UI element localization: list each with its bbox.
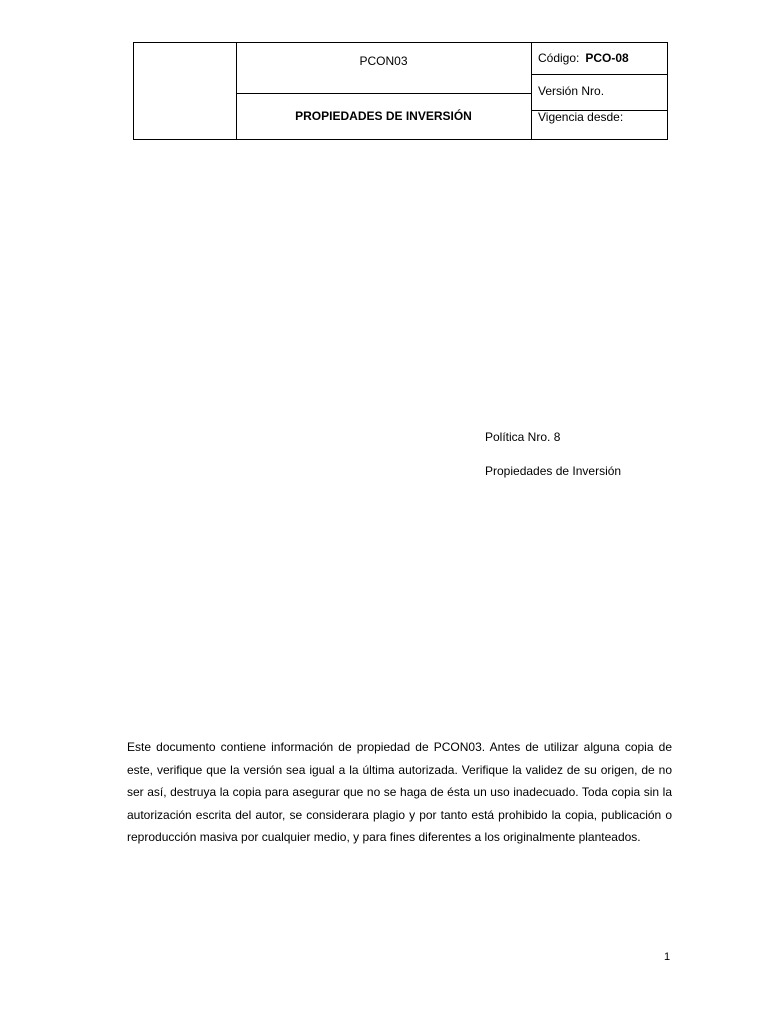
header-code-value: PCO-08 xyxy=(585,51,629,65)
policy-number: Política Nro. 8 xyxy=(485,430,561,444)
header-divider-meta xyxy=(531,43,532,139)
header-company: PCON03 xyxy=(359,54,408,68)
header-divider-title xyxy=(236,93,531,94)
header-code-row xyxy=(538,51,629,65)
header-table xyxy=(133,42,668,140)
page-number: 1 xyxy=(664,951,671,963)
header-vigencia-label: Vigencia desde: xyxy=(538,110,624,124)
header-version-label: Versión Nro. xyxy=(538,84,605,98)
policy-name: Propiedades de Inversión xyxy=(485,464,622,478)
header-code-label: Código: xyxy=(538,51,580,65)
disclaimer-paragraph: Este documento contiene información de propiedad de PCON03. Antes de utilizar alguna copia de este, verifique que la versión sea igual a la última autorizada. Verifique la validez de su origen, de no ser así, destruya la copia para asegurar que no se haga de ésta un uso inadecuado. Toda copia sin la autorización escrita del autor, se considerara plagio y por tanto está prohibido la copia, publicación o reproducción masiva por cualquier medio, y para fines diferentes a los originalmente planteados. xyxy=(127,740,672,844)
header-divider-code xyxy=(531,74,667,75)
header-document-title: PROPIEDADES DE INVERSIÓN xyxy=(295,109,472,123)
